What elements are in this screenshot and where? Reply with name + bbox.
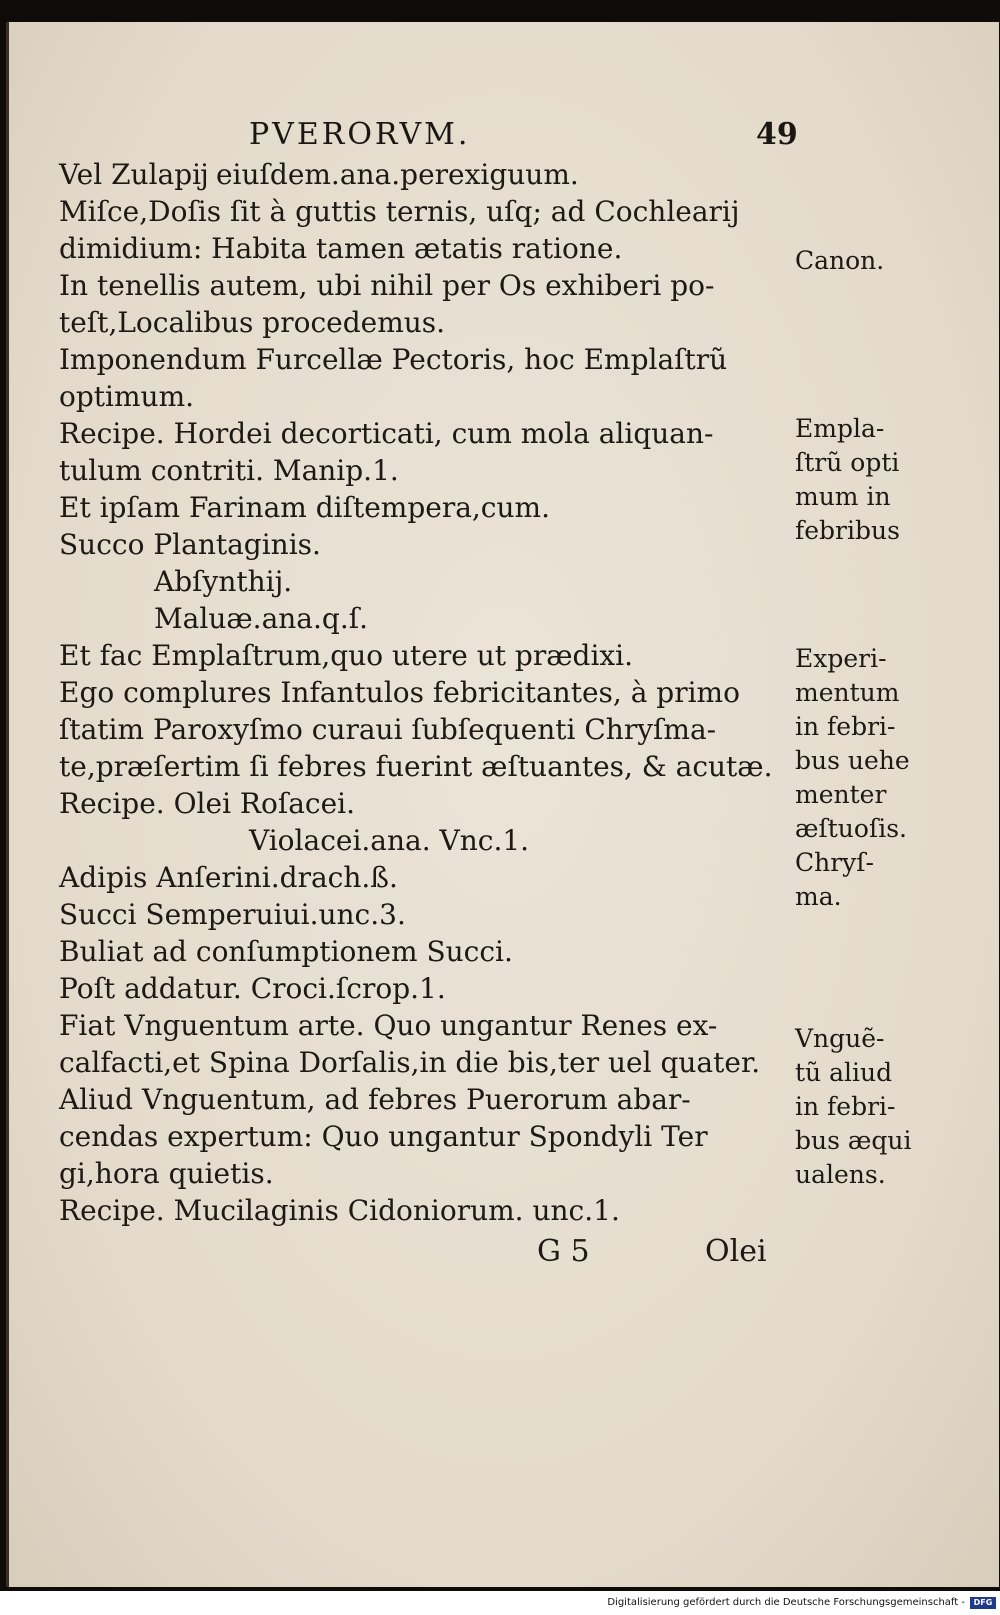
text-line: Violacei.ana. Vnc.1. bbox=[249, 824, 530, 857]
text-line: Miſce,Doſis ſit à guttis ternis, uſq; ad Cochlearij bbox=[59, 195, 740, 228]
text-line: cendas expertum: Quo ungantur Spondyli Ter bbox=[59, 1120, 708, 1153]
text-line: Maluæ.ana.q.ſ. bbox=[154, 602, 368, 635]
text-line: Recipe. Hordei decorticati, cum mola aliquan- bbox=[59, 417, 714, 450]
text-line: optimum. bbox=[59, 380, 195, 413]
text-line: Adipis Anſerini.drach.ß. bbox=[59, 861, 398, 894]
margin-note bbox=[795, 412, 945, 548]
text-line: Aliud Vnguentum, ad febres Puerorum abar- bbox=[59, 1083, 691, 1116]
margin-note-line: bus uehe bbox=[795, 746, 910, 775]
signature-mark: G 5 bbox=[537, 1234, 590, 1269]
margin-note bbox=[795, 642, 945, 914]
margin-note-line: ſtrũ opti bbox=[795, 448, 900, 477]
text-line: te,præſertim ſi febres fuerint æſtuantes, & acutæ. bbox=[59, 750, 773, 783]
page-number: 49 bbox=[756, 117, 798, 152]
text-line: Fiat Vnguentum arte. Quo ungantur Renes ex- bbox=[59, 1009, 718, 1042]
text-line: Abſynthij. bbox=[154, 565, 293, 598]
main-text-block bbox=[59, 156, 799, 1229]
text-line: Succo Plantaginis. bbox=[59, 528, 321, 561]
margin-note-line: in febri- bbox=[795, 712, 896, 741]
margin-note-line: Canon. bbox=[795, 246, 885, 275]
text-line: Buliat ad conſumptionem Succi. bbox=[59, 935, 513, 968]
text-line: Et fac Emplaſtrum,quo utere ut prædixi. bbox=[59, 639, 634, 672]
margin-note-line: tũ aliud bbox=[795, 1058, 893, 1087]
text-line: Poſt addatur. Croci.ſcrop.1. bbox=[59, 972, 446, 1005]
text-line: teſt,Localibus procedemus. bbox=[59, 306, 446, 339]
margin-note-line: ualens. bbox=[795, 1160, 886, 1189]
catchword: Olei bbox=[705, 1234, 767, 1269]
text-line: Recipe. Mucilaginis Cidoniorum. unc.1. bbox=[59, 1194, 620, 1227]
text-line: tulum contriti. Manip.1. bbox=[59, 454, 399, 487]
margin-note-line: Empla- bbox=[795, 414, 885, 443]
margin-note-line: Chryſ- bbox=[795, 848, 875, 877]
text-line: dimidium: Habita tamen ætatis ratione. bbox=[59, 232, 623, 265]
text-line: Ego complures Infantulos febricitantes, à primo bbox=[59, 676, 740, 709]
text-line: In tenellis autem, ubi nihil per Os exhiberi po- bbox=[59, 269, 715, 302]
digitization-note: Digitalisierung gefördert durch die Deutsche Forschungsgemeinschaft - bbox=[607, 1597, 965, 1608]
margin-note bbox=[795, 244, 945, 278]
margin-note-line: in febri- bbox=[795, 1092, 896, 1121]
margin-note-line: Experi- bbox=[795, 644, 887, 673]
text-line: Recipe. Olei Roſacei. bbox=[59, 787, 356, 820]
book-page bbox=[6, 22, 999, 1587]
text-line: Imponendum Furcellæ Pectoris, hoc Emplaſtrũ bbox=[59, 343, 728, 376]
text-line: calfacti,et Spina Dorſalis,in die bis,ter uel quater. bbox=[59, 1046, 761, 1079]
text-line: Et ipſam Farinam diſtempera,cum. bbox=[59, 491, 550, 524]
margin-note-line: mum in bbox=[795, 482, 891, 511]
text-line: gi,hora quietis. bbox=[59, 1157, 274, 1190]
margin-note-line: mentum bbox=[795, 678, 900, 707]
digitization-bar bbox=[0, 1591, 1000, 1615]
margin-note-line: ma. bbox=[795, 882, 842, 911]
running-title: PVERORVM. bbox=[249, 117, 471, 152]
margin-note bbox=[795, 1022, 945, 1192]
text-line: ſtatim Paroxyſmo curaui ſubſequenti Chryſma- bbox=[59, 713, 717, 746]
margin-note-line: menter bbox=[795, 780, 887, 809]
margin-note-line: æſtuoſis. bbox=[795, 814, 907, 843]
text-line: Vel Zulapĳ eiuſdem.ana.perexiguum. bbox=[59, 158, 579, 191]
dfg-logo: DFG bbox=[970, 1597, 996, 1609]
margin-note-line: bus æqui bbox=[795, 1126, 912, 1155]
running-header bbox=[9, 117, 999, 157]
margin-note-line: Vnguẽ- bbox=[795, 1024, 885, 1053]
margin-note-line: febribus bbox=[795, 516, 900, 545]
text-line: Succi Semperuiui.unc.3. bbox=[59, 898, 406, 931]
